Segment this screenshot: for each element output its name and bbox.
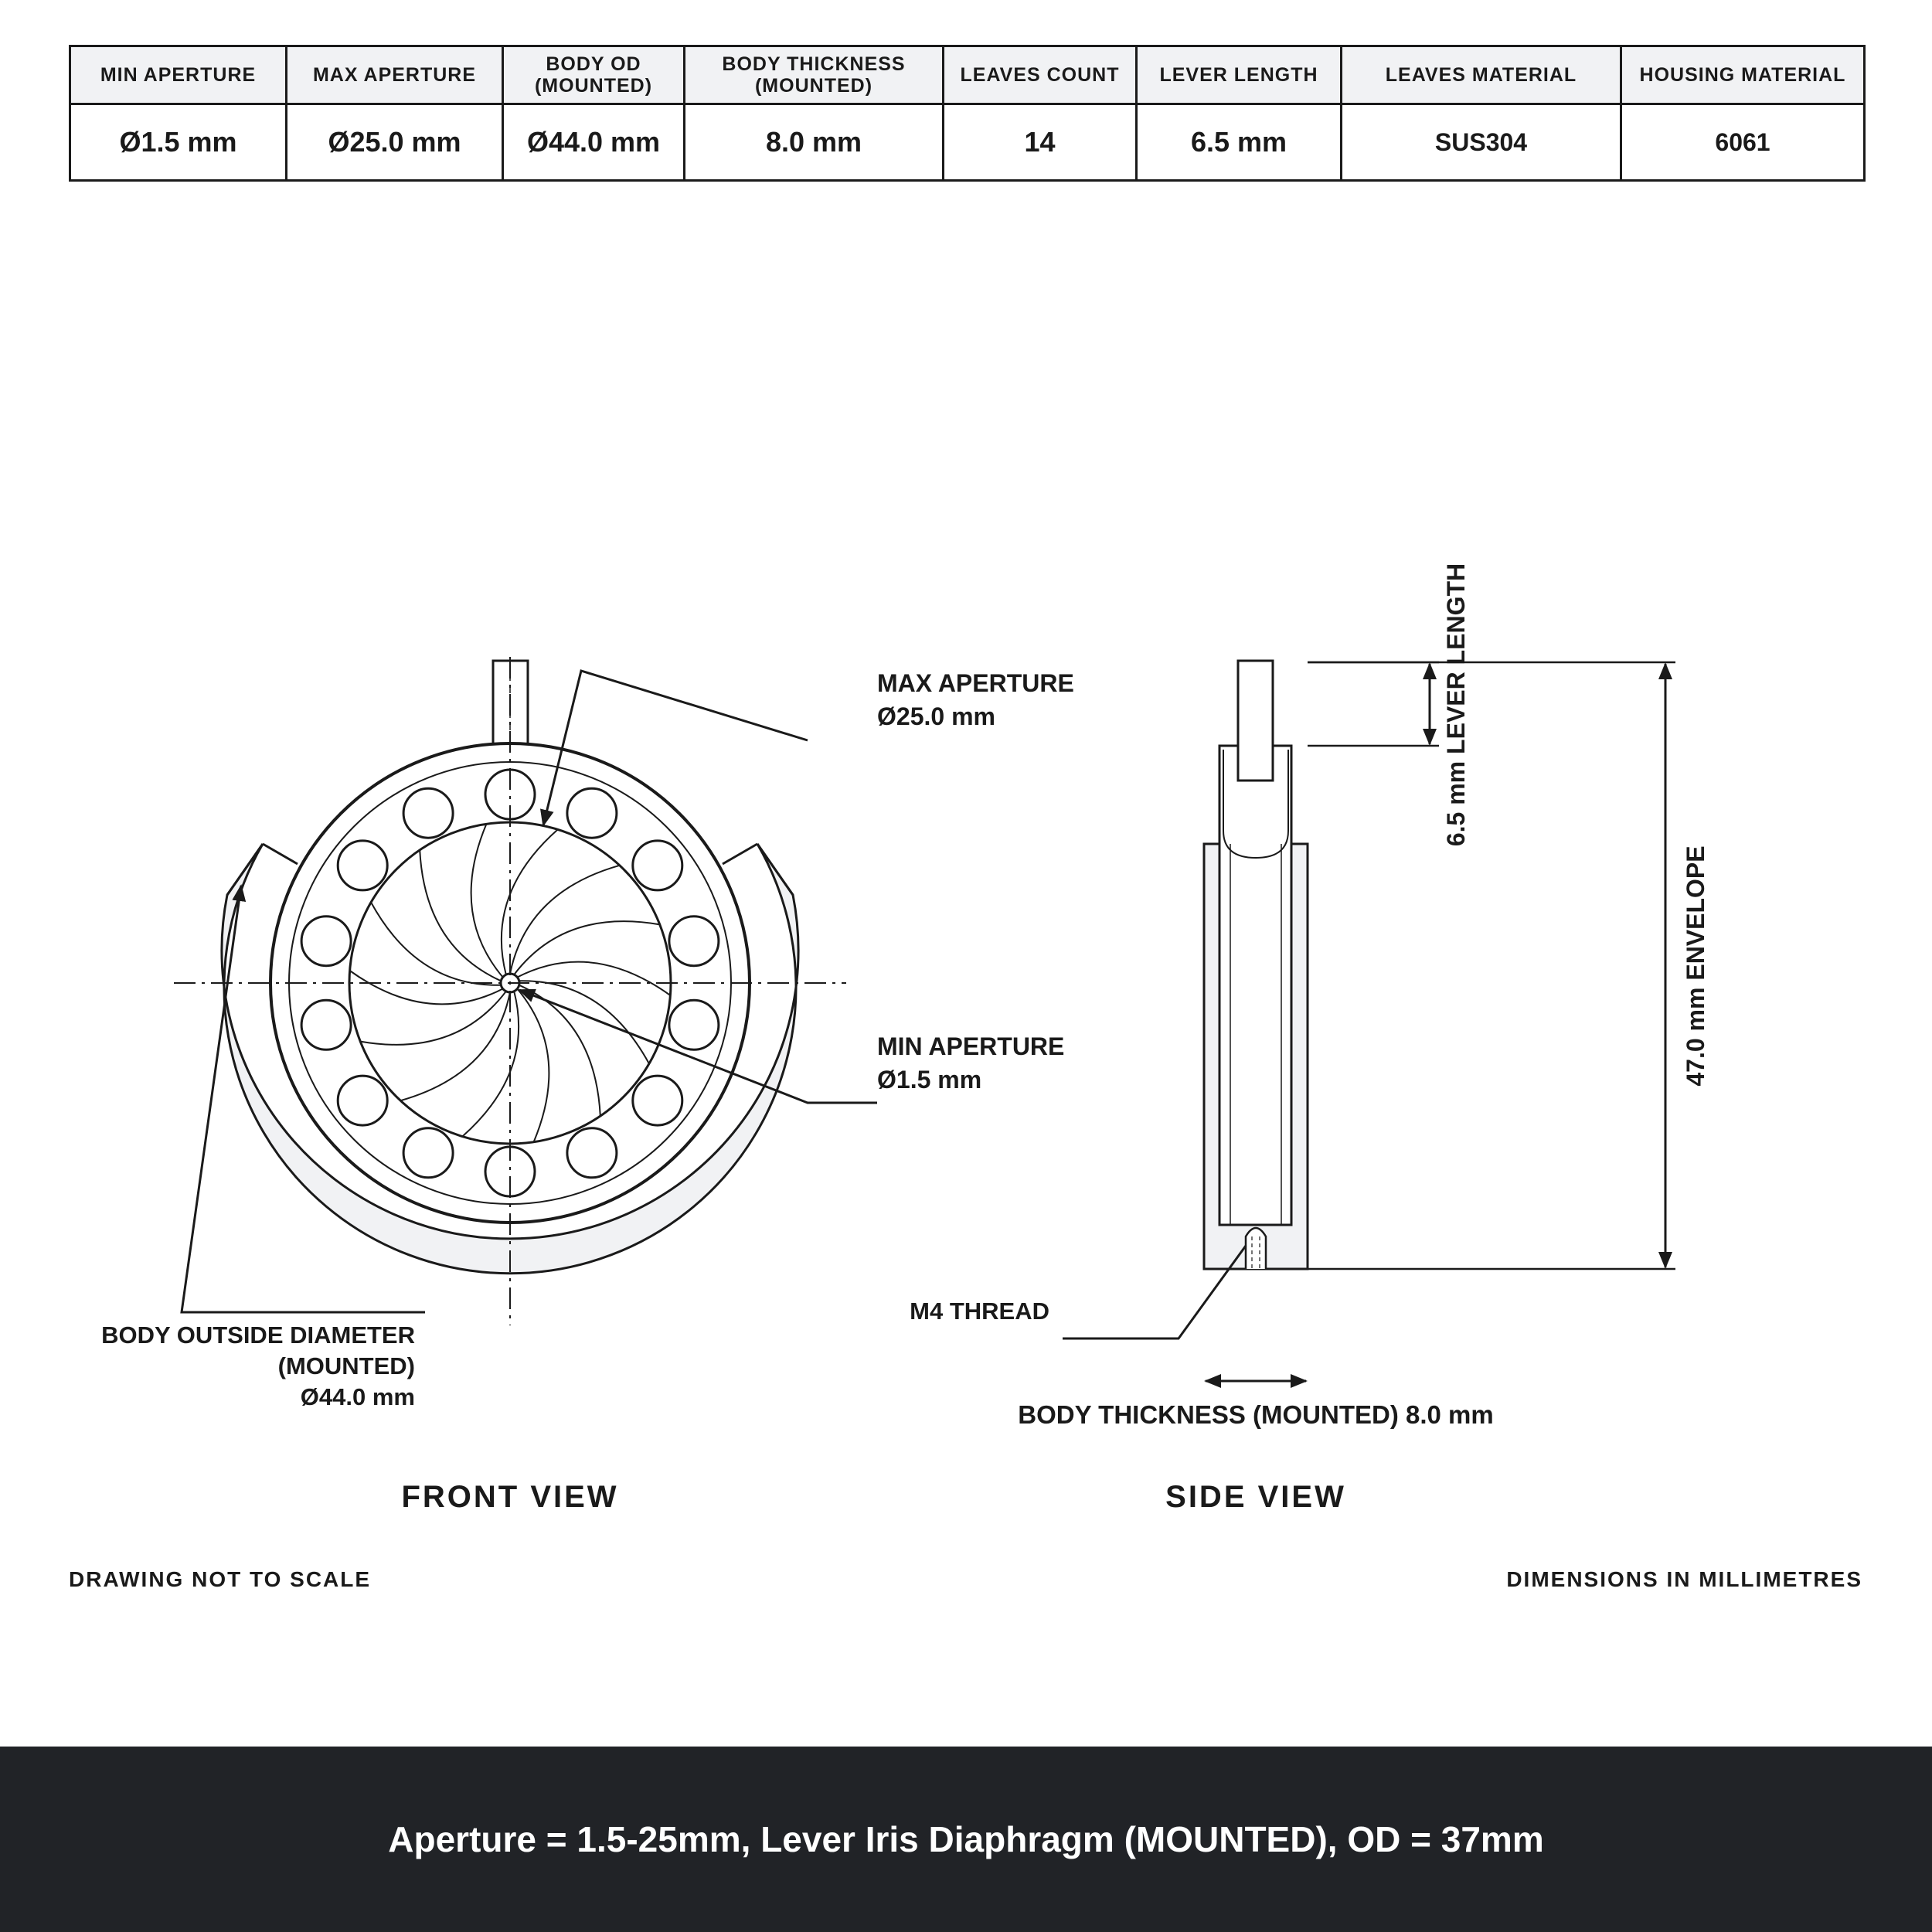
value-body-od: Ø44.0 mm	[503, 104, 685, 181]
footer-banner	[0, 1747, 1932, 1932]
max-aperture-label: MAX APERTURE	[877, 669, 1074, 697]
side-view-title: SIDE VIEW	[1165, 1480, 1346, 1514]
value-body-thickness: 8.0 mm	[685, 104, 944, 181]
value-max-aperture: Ø25.0 mm	[287, 104, 503, 181]
front-view	[174, 657, 877, 1325]
m4-thread-label: M4 THREAD	[910, 1298, 1049, 1325]
screw-hole	[301, 917, 351, 966]
header-max-aperture: MAX APERTURE	[287, 46, 503, 104]
screw-hole	[403, 1128, 453, 1178]
value-leaves-material: SUS304	[1342, 104, 1621, 181]
header-body-thickness: BODY THICKNESS (MOUNTED)	[685, 46, 944, 104]
lever-length-dimension: 6.5 mm LEVER LENGTH	[1442, 563, 1470, 847]
value-lever-length: 6.5 mm	[1137, 104, 1342, 181]
body-od-label-2: (MOUNTED)	[277, 1352, 415, 1379]
body-od-label-1: BODY OUTSIDE DIAMETER	[101, 1321, 415, 1349]
header-housing-material: HOUSING MATERIAL	[1621, 46, 1865, 104]
screw-hole	[338, 841, 387, 890]
screw-hole	[567, 788, 617, 838]
side-view	[1063, 661, 1675, 1381]
screw-hole	[567, 1128, 617, 1178]
header-leaves-count: LEAVES COUNT	[944, 46, 1137, 104]
value-min-aperture: Ø1.5 mm	[70, 104, 287, 181]
screw-hole	[301, 1000, 351, 1049]
note-units: DIMENSIONS IN MILLIMETRES	[1506, 1567, 1862, 1591]
header-body-od: BODY OD (MOUNTED)	[503, 46, 685, 104]
footer-caption: Aperture = 1.5-25mm, Lever Iris Diaphragm (MOUNTED), OD = 37mm	[388, 1819, 1544, 1859]
body-thickness-dimension: BODY THICKNESS (MOUNTED) 8.0 mm	[1018, 1400, 1494, 1429]
max-aperture-value: Ø25.0 mm	[877, 702, 995, 730]
screw-hole	[338, 1076, 387, 1125]
body-od-value: Ø44.0 mm	[300, 1383, 415, 1410]
envelope-dimension: 47.0 mm ENVELOPE	[1682, 845, 1709, 1087]
side-lever	[1238, 661, 1273, 781]
min-aperture-value: Ø1.5 mm	[877, 1066, 982, 1094]
header-leaves-material: LEAVES MATERIAL	[1342, 46, 1621, 104]
m4-thread-pin	[1246, 1228, 1266, 1269]
value-housing-material: 6061	[1621, 104, 1865, 181]
front-view-title: FRONT VIEW	[401, 1480, 619, 1514]
screw-hole	[633, 1076, 682, 1125]
screw-hole	[669, 917, 719, 966]
header-min-aperture: MIN APERTURE	[70, 46, 287, 104]
screw-hole	[633, 841, 682, 890]
header-lever-length: LEVER LENGTH	[1137, 46, 1342, 104]
value-leaves-count: 14	[944, 104, 1137, 181]
note-not-to-scale: DRAWING NOT TO SCALE	[69, 1567, 372, 1591]
min-aperture-label: MIN APERTURE	[877, 1032, 1065, 1060]
screw-hole	[669, 1000, 719, 1049]
screw-hole	[403, 788, 453, 838]
